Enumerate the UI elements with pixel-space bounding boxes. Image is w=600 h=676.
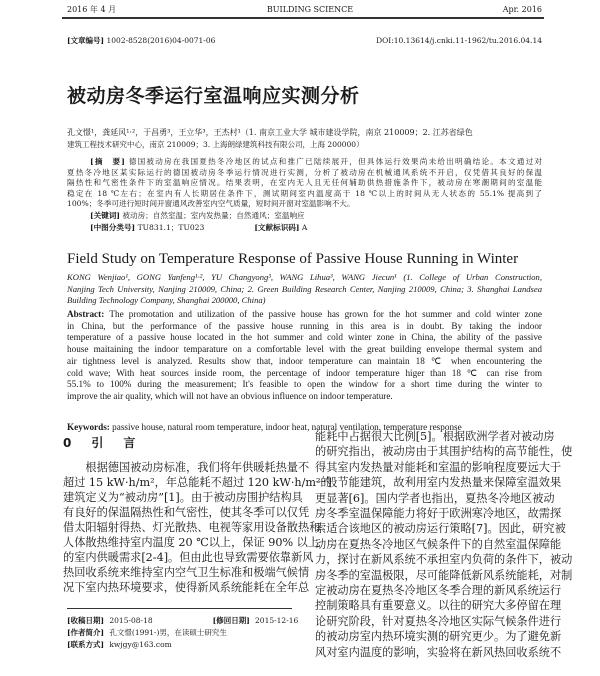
header-date-zh: 2016 年 4 月	[67, 5, 117, 14]
body-text-line: 能耗中占据很大比例[5]。根据欧洲学者对被动房	[315, 430, 555, 443]
article-number	[67, 36, 215, 46]
footnote-author	[67, 628, 227, 638]
header-journal: BUILDING SCIENCE	[266, 5, 354, 14]
keywords-zh-value: 被动房；自然室温；室内发热量；自然通风；室温响应	[122, 211, 305, 220]
doi: DOI:10.13614/j.cnki.11-1962/tu.2016.04.14	[376, 36, 542, 45]
doc-code-label: [文献标识码]	[254, 223, 300, 232]
keywords-zh	[90, 211, 542, 221]
doc-code-value: A	[301, 223, 308, 232]
contact-value: kwjgy@163.com	[109, 640, 172, 649]
footnote-rule	[67, 608, 292, 609]
received-label: [收稿日期]	[67, 616, 105, 625]
abstract-en-line: Abstract: The promotation and utilization of the passive house has grown for the hot summer and cold winter zone	[67, 309, 543, 319]
abstract-zh-line: 隔热性和气密性条件下的室温响应情况。结果表明，在室内无人且无任何辅助供热措施条件下，被动房在寒潮期间的室温能	[67, 178, 542, 187]
body-text-line: 有良好的保温隔热性和气密性，使其冬季可以仅凭	[63, 506, 310, 519]
body-text-line: 动房在夏热冬冷地区气候条件下的自然室温保障能	[315, 537, 562, 551]
body-text-line: 论研究阶段，针对夏热冬冷地区实际气候条件进行	[315, 614, 562, 628]
body-text-line: 的研究指出，被动房由于其围护结构的高节能性，使	[315, 445, 573, 459]
classification	[90, 223, 542, 233]
author-value: 孔文憬(1991-)男，在读硕士研究生	[109, 628, 227, 637]
section-heading: 0 引 言	[63, 436, 140, 450]
abstract-en-line: air tightness level is analyzed. Results show that, indoor temperature can maintain 18 ℃ when encountering the	[67, 355, 542, 366]
body-text-line: 得其室内发热量对能耗和室温的影响程度要远大于	[315, 460, 562, 474]
body-text-line: 一般节能建筑，故利用室内发热量来保障室温效果	[315, 476, 562, 490]
footnote-contact	[67, 640, 172, 650]
abstract-zh-label: [摘 要]	[90, 157, 129, 166]
abstract-en-line: improve the air quality, which will not have an obvious influence on indoor temperature.	[67, 390, 393, 401]
clc-label: [中图分类号]	[90, 223, 136, 232]
title-en: Field Study on Temperature Response of Passive House Running in Winter	[67, 251, 519, 267]
keywords-en-value: passive house, natural room temperature, indoor heat, natural ventilation, temperature response	[112, 422, 462, 432]
authors-zh-line: 建筑工程技术研究中心，南京 210009；3. 上海朗绿建筑科技有限公司，上海 200000）	[67, 140, 364, 149]
authors-en-line: KONG Wenjiao¹, GONG Yanfeng¹·², YU Changyong³, WANG Lihua³, WANG Jiecun¹ (1. College of Urban Construction,	[67, 272, 542, 282]
keywords-en-label: Keywords:	[67, 422, 110, 432]
abstract-en-line: in China, but the performance of the passive house running in this area is in doubt. By taking the indoor	[67, 320, 542, 331]
received-value: 2015-08-18	[109, 616, 153, 625]
body-text-line: 房冬季的室温极限，尽可能降低新风系统能耗，对制	[315, 568, 573, 582]
header-rule	[62, 17, 544, 19]
body-text-line: 超过 15 kW·h/m²，年总能耗不超过 120 kW·h/m²的	[63, 476, 332, 489]
abstract-en-label: Abstract:	[67, 309, 110, 319]
article-number-label: [文章编号]	[67, 36, 105, 45]
clc-value: TU831.1；TU023	[137, 223, 205, 232]
body-text-line: 更显著[6]。国内学者也指出，夏热冬冷地区被动	[315, 491, 555, 505]
keywords-zh-label: [关键词]	[90, 211, 120, 220]
body-text-line: 根据德国被动房标准，我们将年供暖耗热量不	[63, 461, 310, 474]
title-zh: 被动房冬季运行室温响应实测分析	[67, 85, 360, 107]
author-label: [作者简介]	[67, 628, 105, 637]
revised-value: 2015-12-16	[255, 616, 299, 625]
body-text-line: 索适合该地区的被动房运行策略[7]。因此，研究被	[315, 522, 566, 536]
article-number-value: 1002-8528(2016)04-0071-06	[106, 36, 216, 45]
abstract-en-line: 55.1% to 100% during the measurement; It's feasible to open the window for a short time during the winter to	[67, 379, 542, 390]
abstract-zh-line: [摘 要] 德国被动房在我国夏热冬冷地区的试点和推广已陆续展开，但具体运行效果尚未给出明确结论。本文通过对	[90, 157, 542, 166]
abstract-en-line: cold wave; With heat sources inside room, the percentage of indoor temperature higer than 18 ℃ can rise from	[67, 367, 542, 378]
body-text-line: 的被动房室内热环境实测的研究更少。为了避免新	[315, 630, 562, 644]
abstract-zh-line: 夏热冬冷地区某实际运行的德国被动房冬季运行情况进行实测，分析了被动房在机械通风系统不开启，仅凭借其良好的保温	[67, 167, 542, 177]
authors-en-line: Nanjing Tech University, Nanjing 210009, China; 2. Green Building Research Center, Nanjing 210009, China; 3. Shanghai Landsea	[67, 283, 542, 294]
body-text-line: 定被动房在夏热冬冷地区冬季合理的新风系统运行	[315, 584, 562, 597]
body-text-line: 热回收系统来维持室内空气卫生标准和极端气候情	[63, 566, 310, 579]
body-text-line: 的室内供暖需求[2-4]。但由此也导致需要依靠新风	[63, 551, 314, 564]
header-date-en: Apr. 2016	[502, 5, 542, 14]
body-text-line: 借太阳辐射得热、灯光散热、电视等家用设备散热和	[63, 521, 321, 534]
body-text-line: 控制策略具有重要意义。以往的研究大多停留在理	[315, 599, 562, 613]
abstract-en-line: house maitaining the indoor temparature on a comfortable level with the great building envelope thermal system and	[67, 344, 542, 355]
revised-label: [修回日期]	[212, 616, 250, 625]
body-text-line: 力，探讨在新风系统不承担室内负荷的条件下，被动	[315, 553, 573, 567]
abstract-zh-line: 100%；冬季可进行短时间开窗通风改善室内空气质量，短时间开窗对室温影响不大。	[67, 199, 355, 208]
authors-en-line: Building Technology Company, Shanghai 200000, China)	[67, 295, 266, 305]
body-text-line: 建筑定义为“被动房”[1]。由于被动房围护结构具	[63, 491, 303, 504]
body-text-line: 况下室内热环境要求，使得新风系统能耗在全年总	[63, 581, 310, 594]
abstract-en-line: temperature of a passive house located in the hot summer and cold winter zone in China, the ability of the passive	[67, 332, 542, 343]
contact-label: [联系方式]	[67, 640, 105, 649]
footnote-dates	[67, 616, 298, 626]
authors-zh-line: 孔文憬¹，龚延风¹·²，于昌勇³，王立华³，王杰村¹（1. 南京工业大学 城市建设学院，南京 210009；2. 江苏省绿色	[67, 128, 473, 137]
body-text-line: 风对室内温度的影响，实验将在新风热回收系统不	[315, 645, 562, 659]
body-text-line: 房冬季室温保障能力将好于欧洲寒冷地区，故需探	[315, 507, 562, 520]
abstract-zh-line: 稳定在 18 ℃左右；在室内有人长期居住条件下，测试期间室内温度高于 18 ℃以上的时间从无人状态的 55.1% 提高到了	[67, 188, 542, 198]
body-text-line: 人体散热维持室内温度 20 ℃以上，保证 90% 以上	[63, 536, 320, 549]
